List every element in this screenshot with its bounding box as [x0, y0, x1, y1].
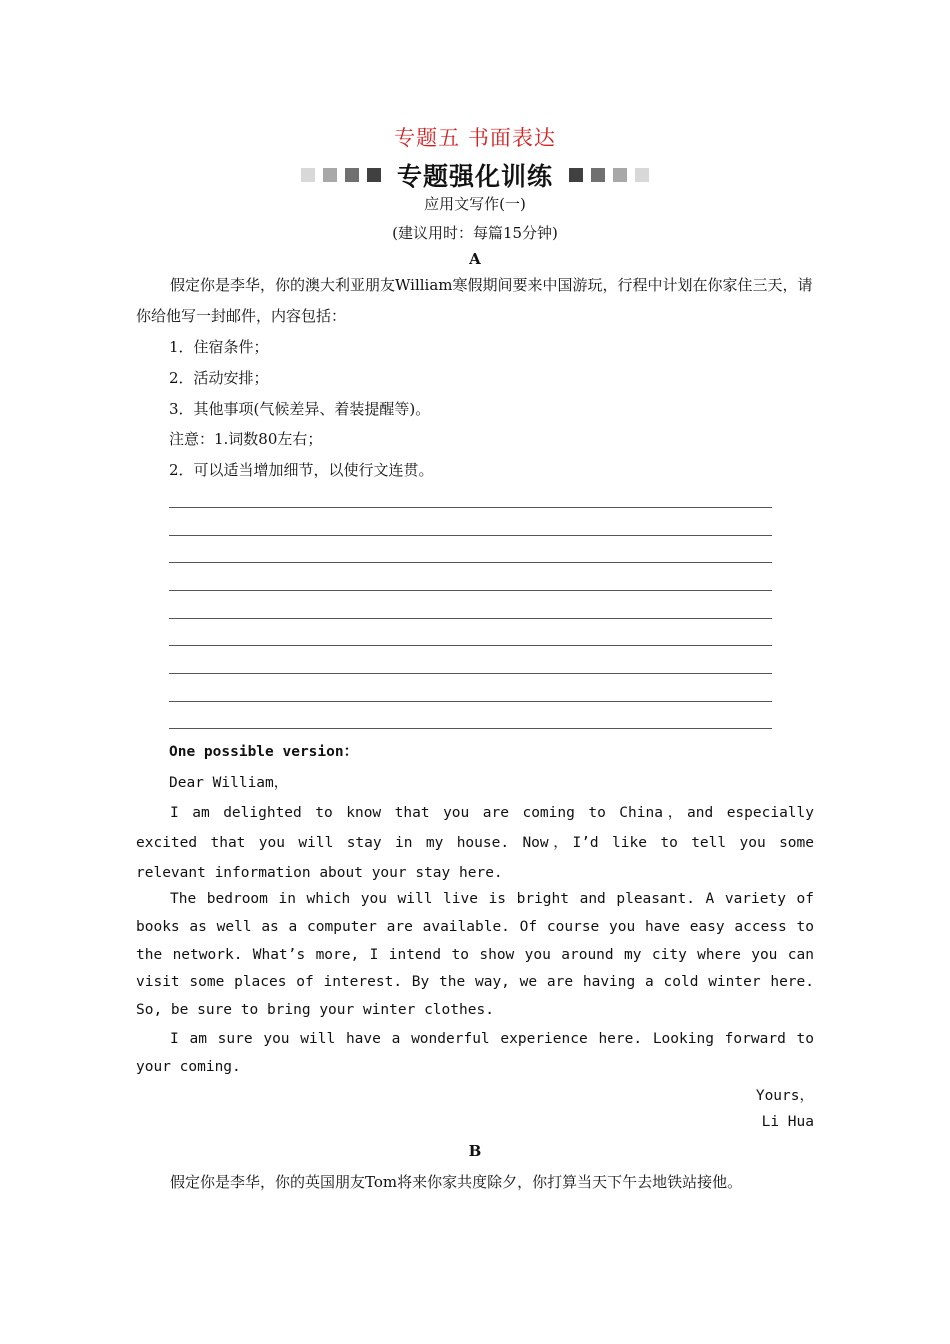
writing-line: [169, 701, 772, 702]
section-a-label: A: [469, 250, 481, 268]
writing-line: [169, 728, 772, 729]
section-b-prompt: 假定你是李华，你的英国朋友Tom将来你家共度除夕，你打算当天下午去地铁站接他。: [170, 1173, 743, 1191]
banner-square: [591, 168, 605, 182]
topic-title: 专题五 书面表达: [394, 126, 556, 150]
time-hint: (建议用时：每篇15分钟): [392, 224, 558, 242]
note-2: 2．可以适当增加细节，以使行文连贯。: [169, 461, 434, 479]
training-banner: [0, 158, 950, 192]
banner-square: [569, 168, 583, 182]
note-1: 注意：1.词数80左右；: [169, 430, 323, 448]
banner-square: [301, 168, 315, 182]
writing-line: [169, 507, 772, 508]
banner-square: [345, 168, 359, 182]
banner-square: [367, 168, 381, 182]
subtitle: 应用文写作(一): [424, 195, 526, 213]
letter-salutation: Dear William，: [169, 775, 289, 791]
writing-line: [169, 535, 772, 536]
answer-heading: One possible version：: [169, 744, 359, 760]
writing-line: [169, 590, 772, 591]
letter-paragraph-1: I am delighted to know that you are coming to China，and especially excited that you will stay in my house. Now，I’d like to tell you some relevant information about your stay here.: [136, 805, 814, 881]
point-2: 2．活动安排；: [169, 369, 269, 387]
letter-closing: Yours，: [755, 1088, 814, 1104]
section-b-label: B: [468, 1142, 482, 1160]
letter-signature: Li Hua: [761, 1114, 814, 1130]
writing-line: [169, 562, 772, 563]
banner-title: 专题强化训练: [396, 162, 553, 191]
point-3: 3．其他事项(气候差异、着装提醒等)。: [169, 400, 431, 418]
point-1: 1．住宿条件；: [169, 338, 269, 356]
banner-square: [613, 168, 627, 182]
writing-line: [169, 645, 772, 646]
banner-square: [635, 168, 649, 182]
writing-line: [169, 673, 772, 674]
writing-line: [169, 618, 772, 619]
letter-paragraph-2: The bedroom in which you will live is bright and pleasant. A variety of books as well as a computer are available. Of course you have easy access to the network. What’s more, I intend to show you around my city where you can visit some places of interest. By the way, we are having a cold winter here. So, be sure to bring your winter clothes.: [136, 891, 814, 1019]
section-a-prompt: 假定你是李华，你的澳大利亚朋友William寒假期间要来中国游玩，行程中计划在你家住三天，请你给他写一封邮件，内容包括：: [136, 276, 813, 325]
banner-square: [323, 168, 337, 182]
letter-paragraph-3: I am sure you will have a wonderful experience here. Looking forward to your coming.: [136, 1031, 814, 1075]
